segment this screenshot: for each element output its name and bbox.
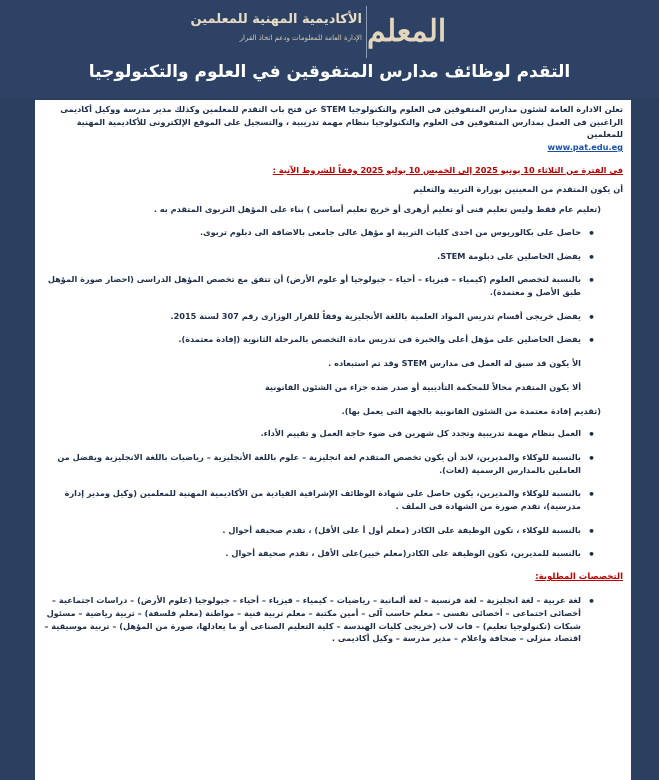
list-item: • بالنسبة للوكلاء والمديرين، يكون حاصل على شهادة الوظائف الإشرافية القيادية من الأكاديمية المهنية للمعلمين (وكيل ومدير إدارة مدرسية)، تقدم صورة من الشهادة فى الملف . [43, 487, 593, 512]
logo-mark: المعلم [366, 6, 427, 58]
list-item: ألا يكون المتقدم محالاً للمحكمة التأديبية أو صدر ضده جزاء من الشئون القانونية [264, 381, 581, 392]
list-item: • يفضل الحاصلين على دبلومة STEM. [43, 250, 593, 263]
list-item: • بالنسبة للوكلاء والمديرين، لابد أن يكون تخصص المتقدم لغة انجليزية – علوم باللغة الأنجليزية – رياضيات باللغة الانجليزية ويفضل من العاملين بالمدارس الرسمية (لغات). [43, 451, 593, 476]
application-period: فى الفترة من الثلاثاء 10 يونيو 2025 إلى الخميس 10 يوليو 2025 وفقاً للشروط الآتية : [272, 164, 623, 175]
list-item: الأ يكون قد سبق له العمل فى مدارس STEM وقد تم استبعاده . [328, 358, 581, 369]
requirement-employment-note: (تعليم عام فقط وليس تعليم فنى أو تعليم أزهرى أو خريج تعليم أساسى ) بناء على المؤهل التربوى المتقدم به . [153, 204, 601, 215]
intro-text: تعلن الادارة العامة لشئون مدارس المتفوقين فى العلوم والتكنولوجيا STEM عن فتح باب التقدم للمعلمين وكذلك مدير مدرسة ووكيل أكاديمى الراغبين فى العمل بمدارس المتفوقين فى العلوم والتكنولوجيا بنظام مهمة تدريبية ، والتسجيل على الموقع الإلكترونى للأكاديمية المهنية للمعلمين [60, 104, 623, 140]
specializations-list [43, 594, 623, 645]
page-header [0, 0, 659, 98]
list-item: • بالنسبة للوكلاء ، تكون الوظيفة على الكادر (معلم أول أ على الأقل) ، تقدم صحيفة أحوال . [43, 524, 593, 537]
conditions-list-a [43, 226, 623, 394]
specializations-heading: التخصصات المطلوبة: [535, 572, 623, 583]
logo-subtitle: الإدارة العامة للمعلومات ودعم اتخاذ القرار [239, 34, 362, 42]
list-item: • بالنسبة لتخصص العلوم (كيمياء – فيزياء – أحياء – جيولوجيا أو علوم الأرض) أن تتفق مع تخصص المؤهل الدراسى (احضار صورة المؤهل طبق الأصل و معتمدة). [43, 273, 593, 298]
website-link[interactable]: www.pat.edu.eg [547, 142, 623, 153]
logo-org-name: الأكاديمية المهنية للمعلمين [190, 12, 362, 27]
list-item: • حاصل على بكالوريوس من احدى كليات التربية او مؤهل عالى جامعى بالاضافة الى دبلوم تربوى. [43, 226, 593, 239]
page-title: التقدم لوظائف مدارس المتفوقين في العلوم والتكنولوجيا [88, 62, 571, 82]
list-item: • لغة عربية – لغة انجليزية – لغة فرنسية – لغة ألمانية – رياضيات – كيمياء – فيزياء – أحياء – جيولوجيا (علوم الأرض) – دراسات اجتماعية – أخصائى اجتماعى – أخصائى نفسى – معلم حاسب آلى – أمين مكتبة – معلم تربية فنية – مواطنة (معلم فلسفة) – تربية رياضية – مسئول شبكات (تكنولوجيا تعليم) – فاب لاب (خريجى كليات الهندسة – كلية التعليم الصناعى أو ما يعادلها، صورة من المؤهل) – تربية موسيقية – اقتصاد منزلى – صحافة واعلام – مدير مدرسة – وكيل أكاديمى . [43, 594, 593, 645]
legal-note: (تقديم إفادة معتمدة من الشئون القانونية بالجهة التى يعمل بها). [341, 405, 601, 416]
list-item: • يفضل خريجى أقسام تدريس المواد العلمية باللغة الأنجليزية وفقاً للقرار الوزارى رقم 307 لسنة 2015. [43, 310, 593, 323]
requirement-employment: أن يكون المتقدم من المعينين بوزارة التربية والتعليم [413, 183, 623, 194]
announcement-body [35, 100, 631, 780]
list-item: • يفضل الحاصلين على مؤهل أعلى والخبرة فى تدريس مادة التخصص بالمرحلة الثانوية (إفادة معتمدة). [43, 333, 593, 346]
academy-logo[interactable] [190, 6, 447, 60]
list-item: • العمل بنظام مهمة تدريبية وتجدد كل شهرين فى ضوء حاجة العمل و تقييم الأداء. [43, 427, 593, 440]
conditions-list-b [43, 427, 623, 560]
intro-paragraph [43, 103, 623, 154]
list-item: • بالنسبة للمديرين، تكون الوظيفة على الكادر(معلم خبير)على الأقل ، تقدم صحيفة أحوال . [43, 547, 593, 560]
